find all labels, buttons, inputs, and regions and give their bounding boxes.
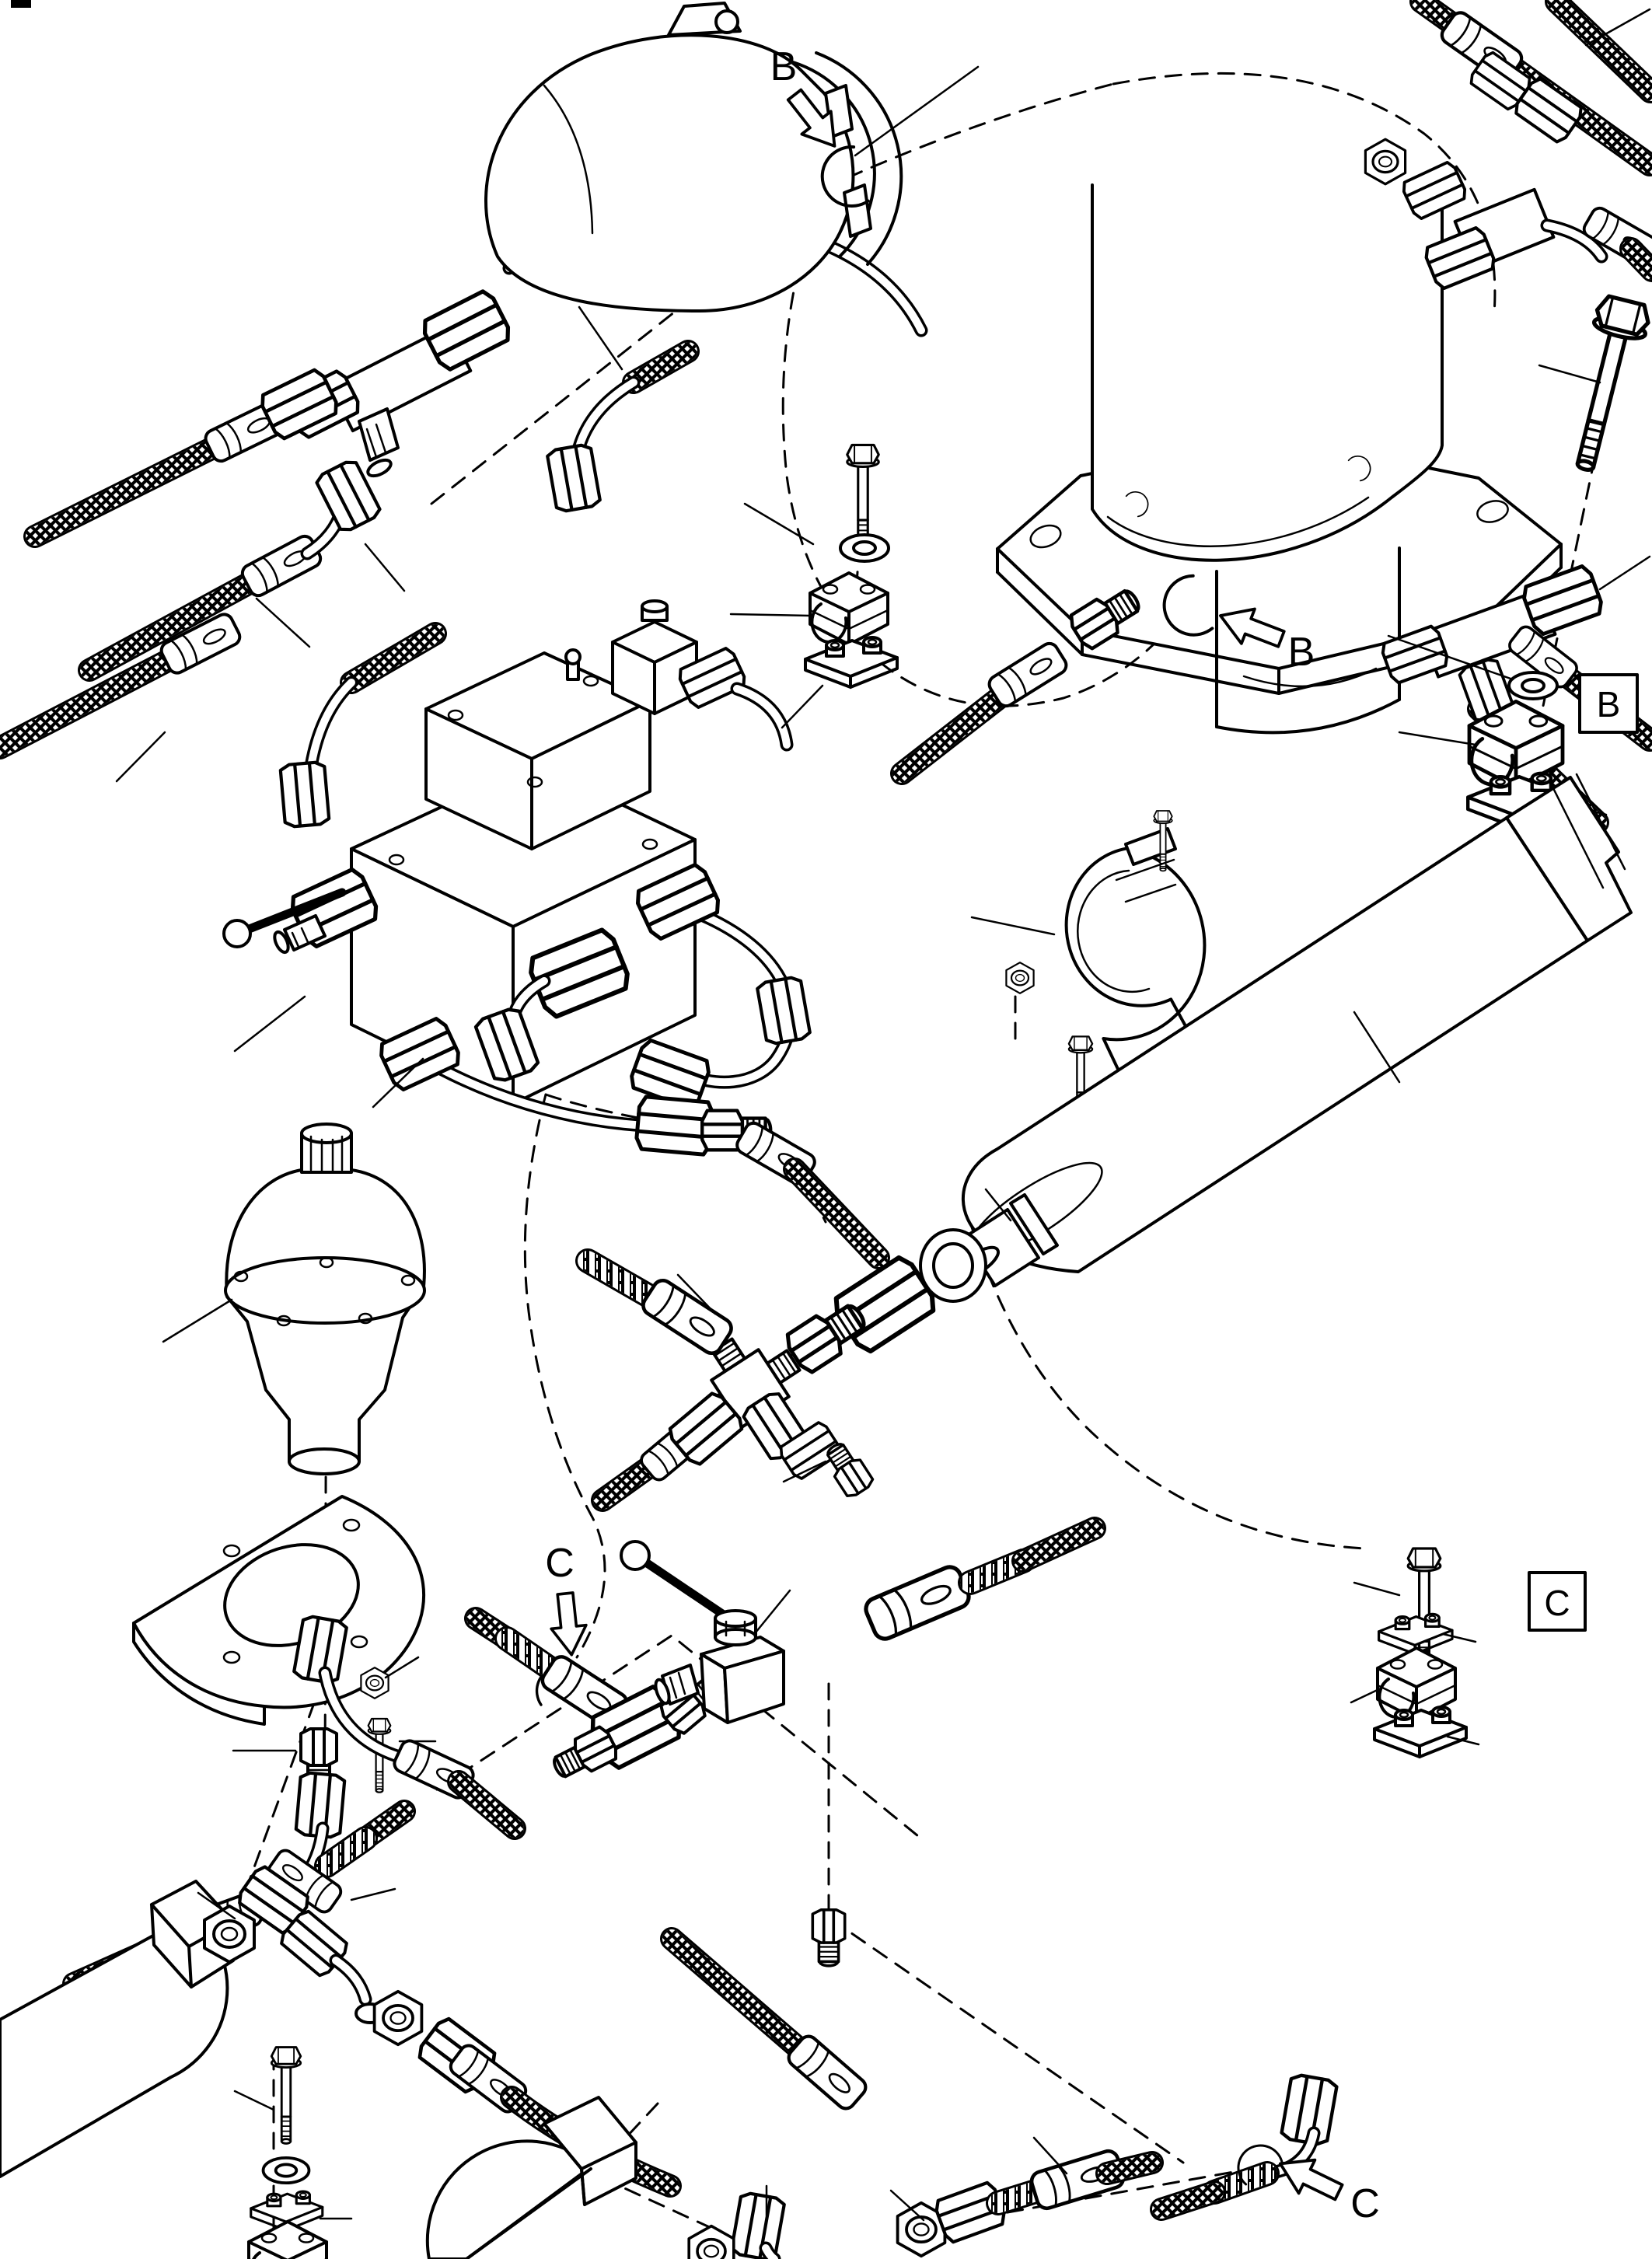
pipe-clamp-assembly-c xyxy=(1351,1548,1479,1757)
b-boxed-letter: B xyxy=(1596,684,1621,724)
corner-mark xyxy=(11,0,31,8)
elbow-hose-top xyxy=(547,307,688,512)
bottom-middle-fittings xyxy=(689,2186,785,2259)
c-top-letter: C xyxy=(545,1541,575,1586)
grease-nipple xyxy=(566,650,580,679)
c-boxed-letter: C xyxy=(1544,1583,1570,1623)
accumulator-fittings xyxy=(588,1189,1011,1500)
banjo-elbow xyxy=(278,1908,384,2023)
pump-assembly xyxy=(486,3,978,330)
bottom-right-hose-chain xyxy=(891,2138,1152,2256)
pipe-clamp-assembly-1 xyxy=(731,445,897,687)
bottom-left-cylinder-1 xyxy=(0,1881,233,2177)
accumulator-cylinder xyxy=(953,774,1631,1286)
b-top-letter: B xyxy=(770,44,798,89)
view-box-c xyxy=(1529,1573,1585,1630)
valve-outlet-hose xyxy=(863,1528,1095,1643)
pipe-clamp-assembly-3 xyxy=(235,2048,351,2259)
breather-assembly xyxy=(163,1124,424,1474)
elbow-hose-left-mid xyxy=(280,544,435,827)
hose-below-valve xyxy=(672,1939,869,2112)
view-box-b xyxy=(1580,675,1637,732)
view-label-c-bottom xyxy=(1272,2147,1379,2226)
c-bottom-letter: C xyxy=(1350,2181,1380,2226)
b-mid-letter: B xyxy=(1287,630,1315,675)
stud-fitting-below-valve xyxy=(812,1910,844,1966)
